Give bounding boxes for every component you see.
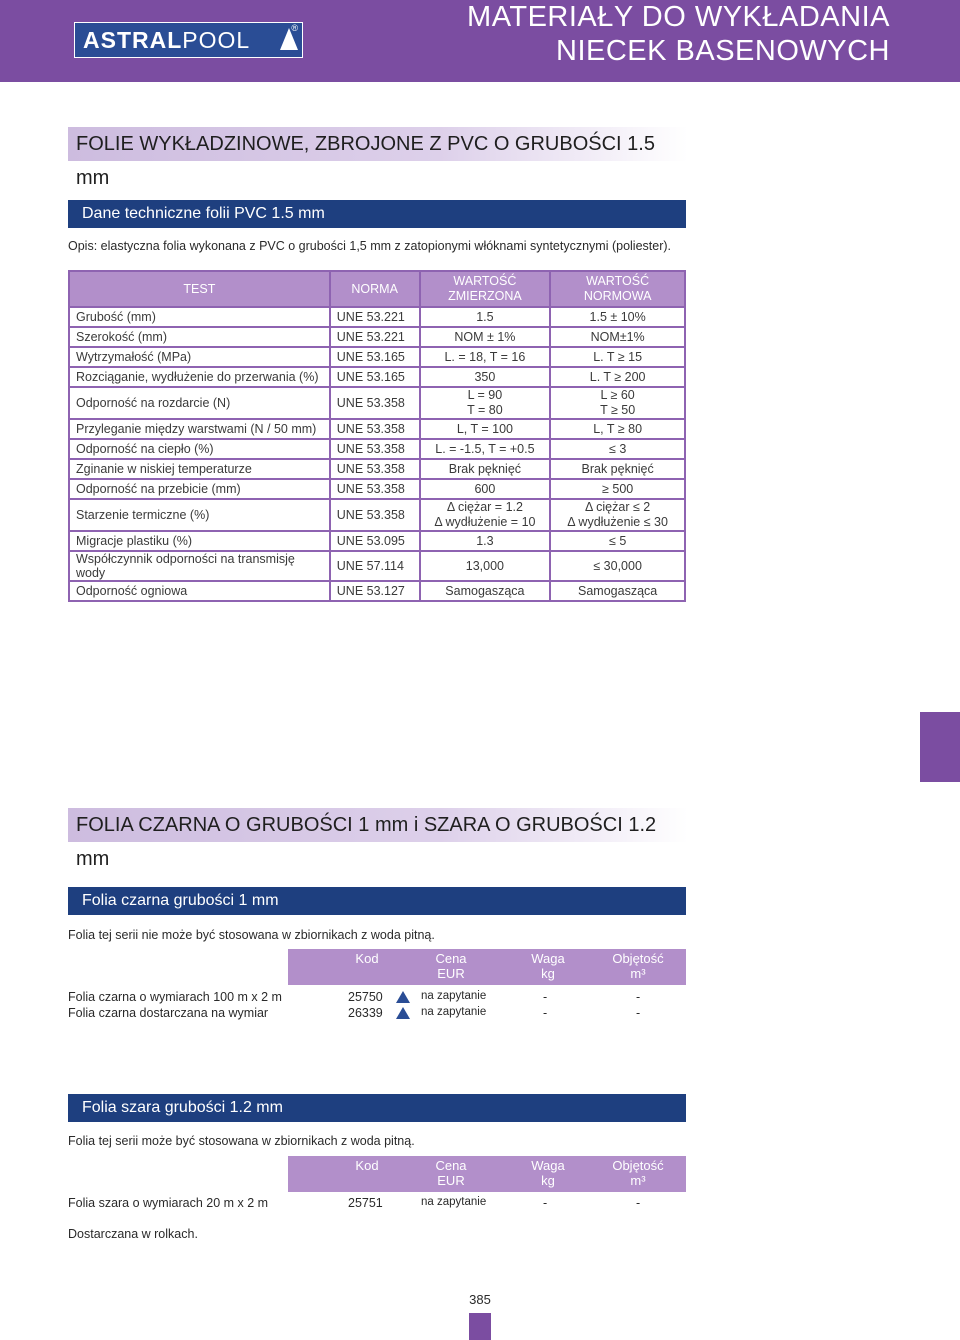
col-nominal-line2: NORMOWA — [583, 289, 652, 303]
product-volume: - — [636, 1196, 641, 1210]
spec-test-cell: Szerokość (mm) — [69, 327, 330, 347]
section1-subbar: Dane techniczne folii PVC 1.5 mm — [68, 200, 686, 228]
product-volume: - — [636, 990, 641, 1004]
spec-nominal-cell-line: NOM±1% — [590, 329, 645, 344]
delivery-triangle-icon — [396, 1007, 410, 1019]
col-obj-line2: m³ — [630, 966, 646, 981]
spec-measured-cell-line: 350 — [474, 369, 496, 384]
spec-norma-cell: UNE 53.358 — [330, 387, 420, 419]
spec-nominal-cell — [550, 439, 685, 459]
spec-nominal-cell-line: Brak pęknięć — [581, 461, 654, 476]
logo-light-text: POOL — [182, 26, 251, 53]
product-weight: - — [543, 990, 548, 1004]
spec-measured-cell-line: Samogasząca — [445, 583, 525, 598]
spec-test-cell: Odporność na rozdarcie (N) — [69, 387, 330, 419]
astralpool-logo — [74, 22, 303, 58]
spec-nominal-cell — [550, 531, 685, 551]
spec-test-cell: Odporność na przebicie (mm) — [69, 479, 330, 499]
spec-measured-cell-line: Δ ciężar = 1.2 — [446, 500, 523, 514]
product-name: Folia czarna dostarczana na wymiar — [68, 1006, 269, 1020]
spec-test-cell: Wytrzymałość (MPa) — [69, 347, 330, 367]
spec-test-cell: Odporność ogniowa — [69, 581, 330, 601]
col-cena-line1: Cena — [435, 1158, 467, 1173]
spec-measured-cell-line: L. = -1.5, T = +0.5 — [435, 441, 535, 456]
spec-row — [69, 419, 685, 439]
page-number-bar — [469, 1313, 491, 1340]
product-code: 25751 — [348, 1196, 383, 1210]
col-cena — [416, 1158, 486, 1188]
spec-row — [69, 581, 685, 601]
col-waga-line1: Waga — [531, 951, 565, 966]
spec-norma-cell: UNE 53.358 — [330, 419, 420, 439]
spec-norma-cell: UNE 53.165 — [330, 367, 420, 387]
spec-nominal-cell-line: ≤ 30,000 — [593, 558, 642, 573]
spec-nominal-cell-line: ≥ 500 — [602, 481, 634, 496]
registered-mark: ® — [291, 23, 298, 33]
page-title-line2: NIECEK BASENOWYCH — [556, 35, 890, 67]
spec-norma-cell: UNE 53.221 — [330, 327, 420, 347]
spec-measured-cell — [420, 499, 551, 531]
col-waga-line2: kg — [541, 1173, 555, 1188]
col-measured-line2: ZMIERZONA — [448, 289, 522, 303]
spec-norma-cell: UNE 53.221 — [330, 307, 420, 327]
spec-norma-cell: UNE 53.358 — [330, 479, 420, 499]
spec-row — [69, 307, 685, 327]
spec-row — [69, 347, 685, 367]
spec-row — [69, 479, 685, 499]
col-waga-line2: kg — [541, 966, 555, 981]
section2-title: FOLIA CZARNA O GRUBOŚCI 1 mm i SZARA O GRUBOŚCI 1.2 mm — [68, 808, 688, 842]
spec-row — [69, 551, 685, 581]
spec-nominal-cell-line: Δ ciężar ≤ 2 — [585, 500, 651, 514]
product-volume: - — [636, 1006, 641, 1020]
product-name: Folia czarna o wymiarach 100 m x 2 m — [68, 990, 282, 1004]
page-number: 385 — [469, 1292, 491, 1307]
spec-measured-cell-line: L, T = 100 — [456, 421, 513, 436]
spec-measured-cell — [420, 347, 551, 367]
spec-nominal-cell-line: L ≥ 60 — [600, 388, 635, 402]
spec-nominal-cell-line: 1.5 ± 10% — [589, 309, 646, 324]
spec-norma-cell: UNE 53.127 — [330, 581, 420, 601]
col-measured-line1: WARTOŚĆ — [453, 274, 517, 288]
spec-measured-cell — [420, 581, 551, 601]
product-weight: - — [543, 1006, 548, 1020]
product-code: 25750 — [348, 990, 383, 1004]
spec-measured-cell-line: NOM ± 1% — [454, 329, 516, 344]
spec-row — [69, 327, 685, 347]
product-row — [68, 1196, 688, 1212]
spec-test-cell: Migracje plastiku (%) — [69, 531, 330, 551]
page-title — [467, 0, 890, 68]
spec-nominal-cell-line: L. T ≥ 15 — [593, 349, 643, 364]
spec-nominal-cell — [550, 347, 685, 367]
spec-row — [69, 367, 685, 387]
product-price: na zapytanie — [421, 1006, 487, 1018]
col-obj-line1: Objętość — [612, 951, 664, 966]
col-cena — [416, 951, 486, 981]
black-subbar: Folia czarna grubości 1 mm — [68, 887, 686, 915]
spec-table-header — [69, 271, 685, 307]
spec-measured-cell-line: 600 — [474, 481, 496, 496]
spec-nominal-cell — [550, 327, 685, 347]
col-cena-line2: EUR — [437, 1173, 465, 1188]
grey-footnote: Dostarczana w rolkach. — [68, 1227, 198, 1241]
spec-measured-cell — [420, 367, 551, 387]
product-price: na zapytanie — [421, 1196, 487, 1208]
spec-measured-cell-line: T = 80 — [467, 403, 503, 417]
section1-title: FOLIE WYKŁADZINOWE, ZBROJONE Z PVC O GRUBOŚCI 1.5 mm — [68, 127, 688, 161]
col-waga — [513, 1158, 583, 1188]
delivery-triangle-icon — [396, 991, 410, 1003]
spec-test-cell: Zginanie w niskiej temperaturze — [69, 459, 330, 479]
side-tab — [920, 712, 960, 782]
col-cena-line2: EUR — [437, 966, 465, 981]
spec-measured-cell — [420, 387, 551, 419]
spec-nominal-cell — [550, 307, 685, 327]
spec-measured-cell-line: 13,000 — [465, 558, 505, 573]
spec-measured-cell-line: 1.5 — [476, 309, 494, 324]
spec-nominal-cell-line: Δ wydłużenie ≤ 30 — [567, 515, 668, 529]
spec-measured-cell-line: Δ wydłużenie = 10 — [434, 515, 536, 529]
col-measured — [420, 271, 551, 307]
spec-norma-cell: UNE 57.114 — [330, 551, 420, 581]
page-title-line1: MATERIAŁY DO WYKŁADANIA — [467, 1, 890, 33]
product-price: na zapytanie — [421, 990, 487, 1002]
spec-measured-cell — [420, 459, 551, 479]
spec-row — [69, 459, 685, 479]
spec-measured-cell — [420, 327, 551, 347]
col-waga — [513, 951, 583, 981]
spec-nominal-cell-line: L, T ≥ 80 — [593, 421, 643, 436]
spec-row — [69, 531, 685, 551]
logo-bold-text: ASTRAL — [83, 26, 183, 53]
spec-row — [69, 439, 685, 459]
spec-measured-cell-line: L. = 18, T = 16 — [444, 349, 526, 364]
spec-nominal-cell — [550, 419, 685, 439]
col-nominal — [550, 271, 685, 307]
spec-measured-cell — [420, 531, 551, 551]
spec-nominal-cell — [550, 581, 685, 601]
col-norma: NORMA — [330, 271, 420, 307]
spec-norma-cell: UNE 53.358 — [330, 499, 420, 531]
spec-nominal-cell-line: L. T ≥ 200 — [589, 369, 646, 384]
spec-nominal-cell — [550, 479, 685, 499]
grey-note: Folia tej serii może być stosowana w zbiornikach z woda pitną. — [68, 1134, 415, 1148]
spec-measured-cell — [420, 419, 551, 439]
spec-nominal-cell — [550, 499, 685, 531]
product-row — [68, 990, 688, 1006]
spec-test-cell: Grubość (mm) — [69, 307, 330, 327]
col-objetosc — [598, 1158, 678, 1188]
spec-nominal-cell — [550, 551, 685, 581]
black-note: Folia tej serii nie może być stosowana w zbiornikach z woda pitną. — [68, 928, 435, 942]
spec-table — [68, 270, 686, 602]
spec-measured-cell-line: Brak pęknięć — [448, 461, 522, 476]
spec-norma-cell: UNE 53.165 — [330, 347, 420, 367]
spec-norma-cell: UNE 53.358 — [330, 459, 420, 479]
spec-measured-cell-line: 1.3 — [476, 533, 494, 548]
spec-measured-cell — [420, 551, 551, 581]
product-weight: - — [543, 1196, 548, 1210]
spec-nominal-cell-line: ≤ 5 — [608, 533, 627, 548]
spec-measured-cell-line: L = 90 — [467, 388, 503, 402]
spec-nominal-cell — [550, 387, 685, 419]
spec-test-cell: Współczynnik odporności na transmisję wody — [69, 551, 330, 581]
spec-norma-cell: UNE 53.095 — [330, 531, 420, 551]
product-row — [68, 1006, 688, 1022]
col-kod: Kod — [355, 951, 379, 966]
col-obj-line2: m³ — [630, 1173, 646, 1188]
spec-test-cell: Rozciąganie, wydłużenie do przerwania (%) — [69, 367, 330, 387]
product-code: 26339 — [348, 1006, 383, 1020]
product-name: Folia szara o wymiarach 20 m x 2 m — [68, 1196, 269, 1210]
section1-description: Opis: elastyczna folia wykonana z PVC o grubości 1,5 mm z zatopionymi włóknami syntetycznymi (poliester). — [68, 239, 672, 253]
spec-nominal-cell-line: T ≥ 50 — [600, 403, 636, 417]
spec-nominal-cell-line: Samogasząca — [578, 583, 658, 598]
spec-row — [69, 387, 685, 419]
col-kod: Kod — [355, 1158, 379, 1173]
page-header — [0, 0, 960, 82]
spec-nominal-cell-line: ≤ 3 — [608, 441, 627, 456]
spec-row — [69, 499, 685, 531]
col-cena-line1: Cena — [435, 951, 467, 966]
grey-subbar: Folia szara grubości 1.2 mm — [68, 1094, 686, 1122]
col-objetosc — [598, 951, 678, 981]
black-product-header — [288, 949, 686, 985]
spec-norma-cell: UNE 53.358 — [330, 439, 420, 459]
col-waga-line1: Waga — [531, 1158, 565, 1173]
spec-test-cell: Przyleganie między warstwami (N / 50 mm) — [69, 419, 330, 439]
spec-test-cell: Starzenie termiczne (%) — [69, 499, 330, 531]
spec-nominal-cell — [550, 367, 685, 387]
grey-product-header — [288, 1156, 686, 1192]
spec-measured-cell — [420, 439, 551, 459]
spec-test-cell: Odporność na ciepło (%) — [69, 439, 330, 459]
spec-nominal-cell — [550, 459, 685, 479]
col-obj-line1: Objętość — [612, 1158, 664, 1173]
col-test: TEST — [69, 271, 330, 307]
spec-measured-cell — [420, 307, 551, 327]
spec-measured-cell — [420, 479, 551, 499]
col-nominal-line1: WARTOŚĆ — [586, 274, 650, 288]
